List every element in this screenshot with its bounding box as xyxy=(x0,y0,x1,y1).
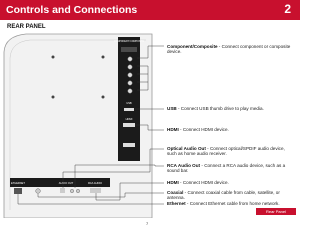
callout-ethernet: Ethernet - Connect Ethernet cable from home network. xyxy=(167,201,280,206)
component-port xyxy=(128,81,132,85)
usb-panel-label: USB xyxy=(126,102,132,105)
callout-title: USB xyxy=(167,106,177,111)
screw-hole xyxy=(102,96,105,99)
rear-panel-tab: Rear Panel xyxy=(256,208,296,215)
rca-audio-port xyxy=(70,189,73,192)
callout-desc: Connect HDMI device. xyxy=(182,180,229,185)
usb-port xyxy=(124,108,134,111)
chapter-header xyxy=(0,0,300,20)
side-port-panel xyxy=(118,37,140,161)
screw-hole xyxy=(102,56,105,59)
ethernet-port xyxy=(14,188,22,194)
callout-title: HDMI xyxy=(167,127,179,132)
hdmi-panel-label: HDMI xyxy=(125,118,133,121)
component-port xyxy=(128,73,132,77)
audio-out-panel-label: AUDIO OUT xyxy=(58,182,74,185)
callout-desc: Connect a RCA audio device, such as a sound bar. xyxy=(167,163,286,174)
callout-coaxial: Coaxial - Connect coaxial cable from cable, satellite, or antenna. xyxy=(167,190,280,201)
rca-audio-panel-label: RCA AUDIO xyxy=(87,182,103,185)
callout-optical-audio: Optical Audio Out - Connect optical/SPDIF audio device, such as home audio receiver. xyxy=(167,146,285,157)
callout-hdmi-bottom: HDMI - Connect HDMI device. xyxy=(167,180,229,185)
page-number: 7 xyxy=(146,221,149,226)
callout-hdmi-side: HDMI - Connect HDMI device. xyxy=(167,127,229,132)
screw-hole xyxy=(52,96,55,99)
callout-desc: Connect optical/SPDIF audio device, such as home audio receiver. xyxy=(167,146,285,157)
component-port xyxy=(128,57,132,61)
optical-port xyxy=(60,188,65,193)
coaxial-port xyxy=(36,189,41,194)
component-port xyxy=(128,89,132,93)
bottom-hdmi-port xyxy=(90,188,101,193)
callout-title: Ethernet xyxy=(167,201,186,206)
chapter-number: 2 xyxy=(284,2,291,16)
side-hdmi-port-2 xyxy=(123,143,135,147)
callout-title: Component/Composite xyxy=(167,44,218,49)
callout-desc: Connect USB thumb drive to play media. xyxy=(180,106,264,111)
callout-title: Optical Audio Out xyxy=(167,146,206,151)
component-port xyxy=(128,65,132,69)
callout-desc: Connect component or composite device. xyxy=(167,44,291,55)
callout-title: RCA Audio Out xyxy=(167,163,201,168)
callout-rca-audio: RCA Audio Out - Connect a RCA audio device, such as a sound bar. xyxy=(167,163,286,174)
component-panel-label: COMPONENT/ COMPOSITE xyxy=(114,41,144,43)
callout-usb: USB - Connect USB thumb drive to play media. xyxy=(167,106,264,111)
screw-hole xyxy=(52,56,55,59)
section-title: REAR PANEL xyxy=(7,24,46,30)
callout-component-composite: Component/Composite - Connect component or composite device. xyxy=(167,44,291,55)
rca-audio-port xyxy=(76,189,79,192)
side-hdmi-port xyxy=(123,123,135,127)
callout-title: Coaxial xyxy=(167,190,184,195)
ethernet-panel-label: ETHERNET xyxy=(11,182,25,185)
chapter-title: Controls and Connections xyxy=(6,4,138,16)
component-port xyxy=(121,47,137,52)
callout-desc: Connect Ethernet cable from home network. xyxy=(189,201,280,206)
callout-desc: Connect coaxial cable from cable, satellite, or antenna. xyxy=(167,190,280,201)
callout-title: HDMI xyxy=(167,180,179,185)
callout-desc: Connect HDMI device. xyxy=(182,127,229,132)
